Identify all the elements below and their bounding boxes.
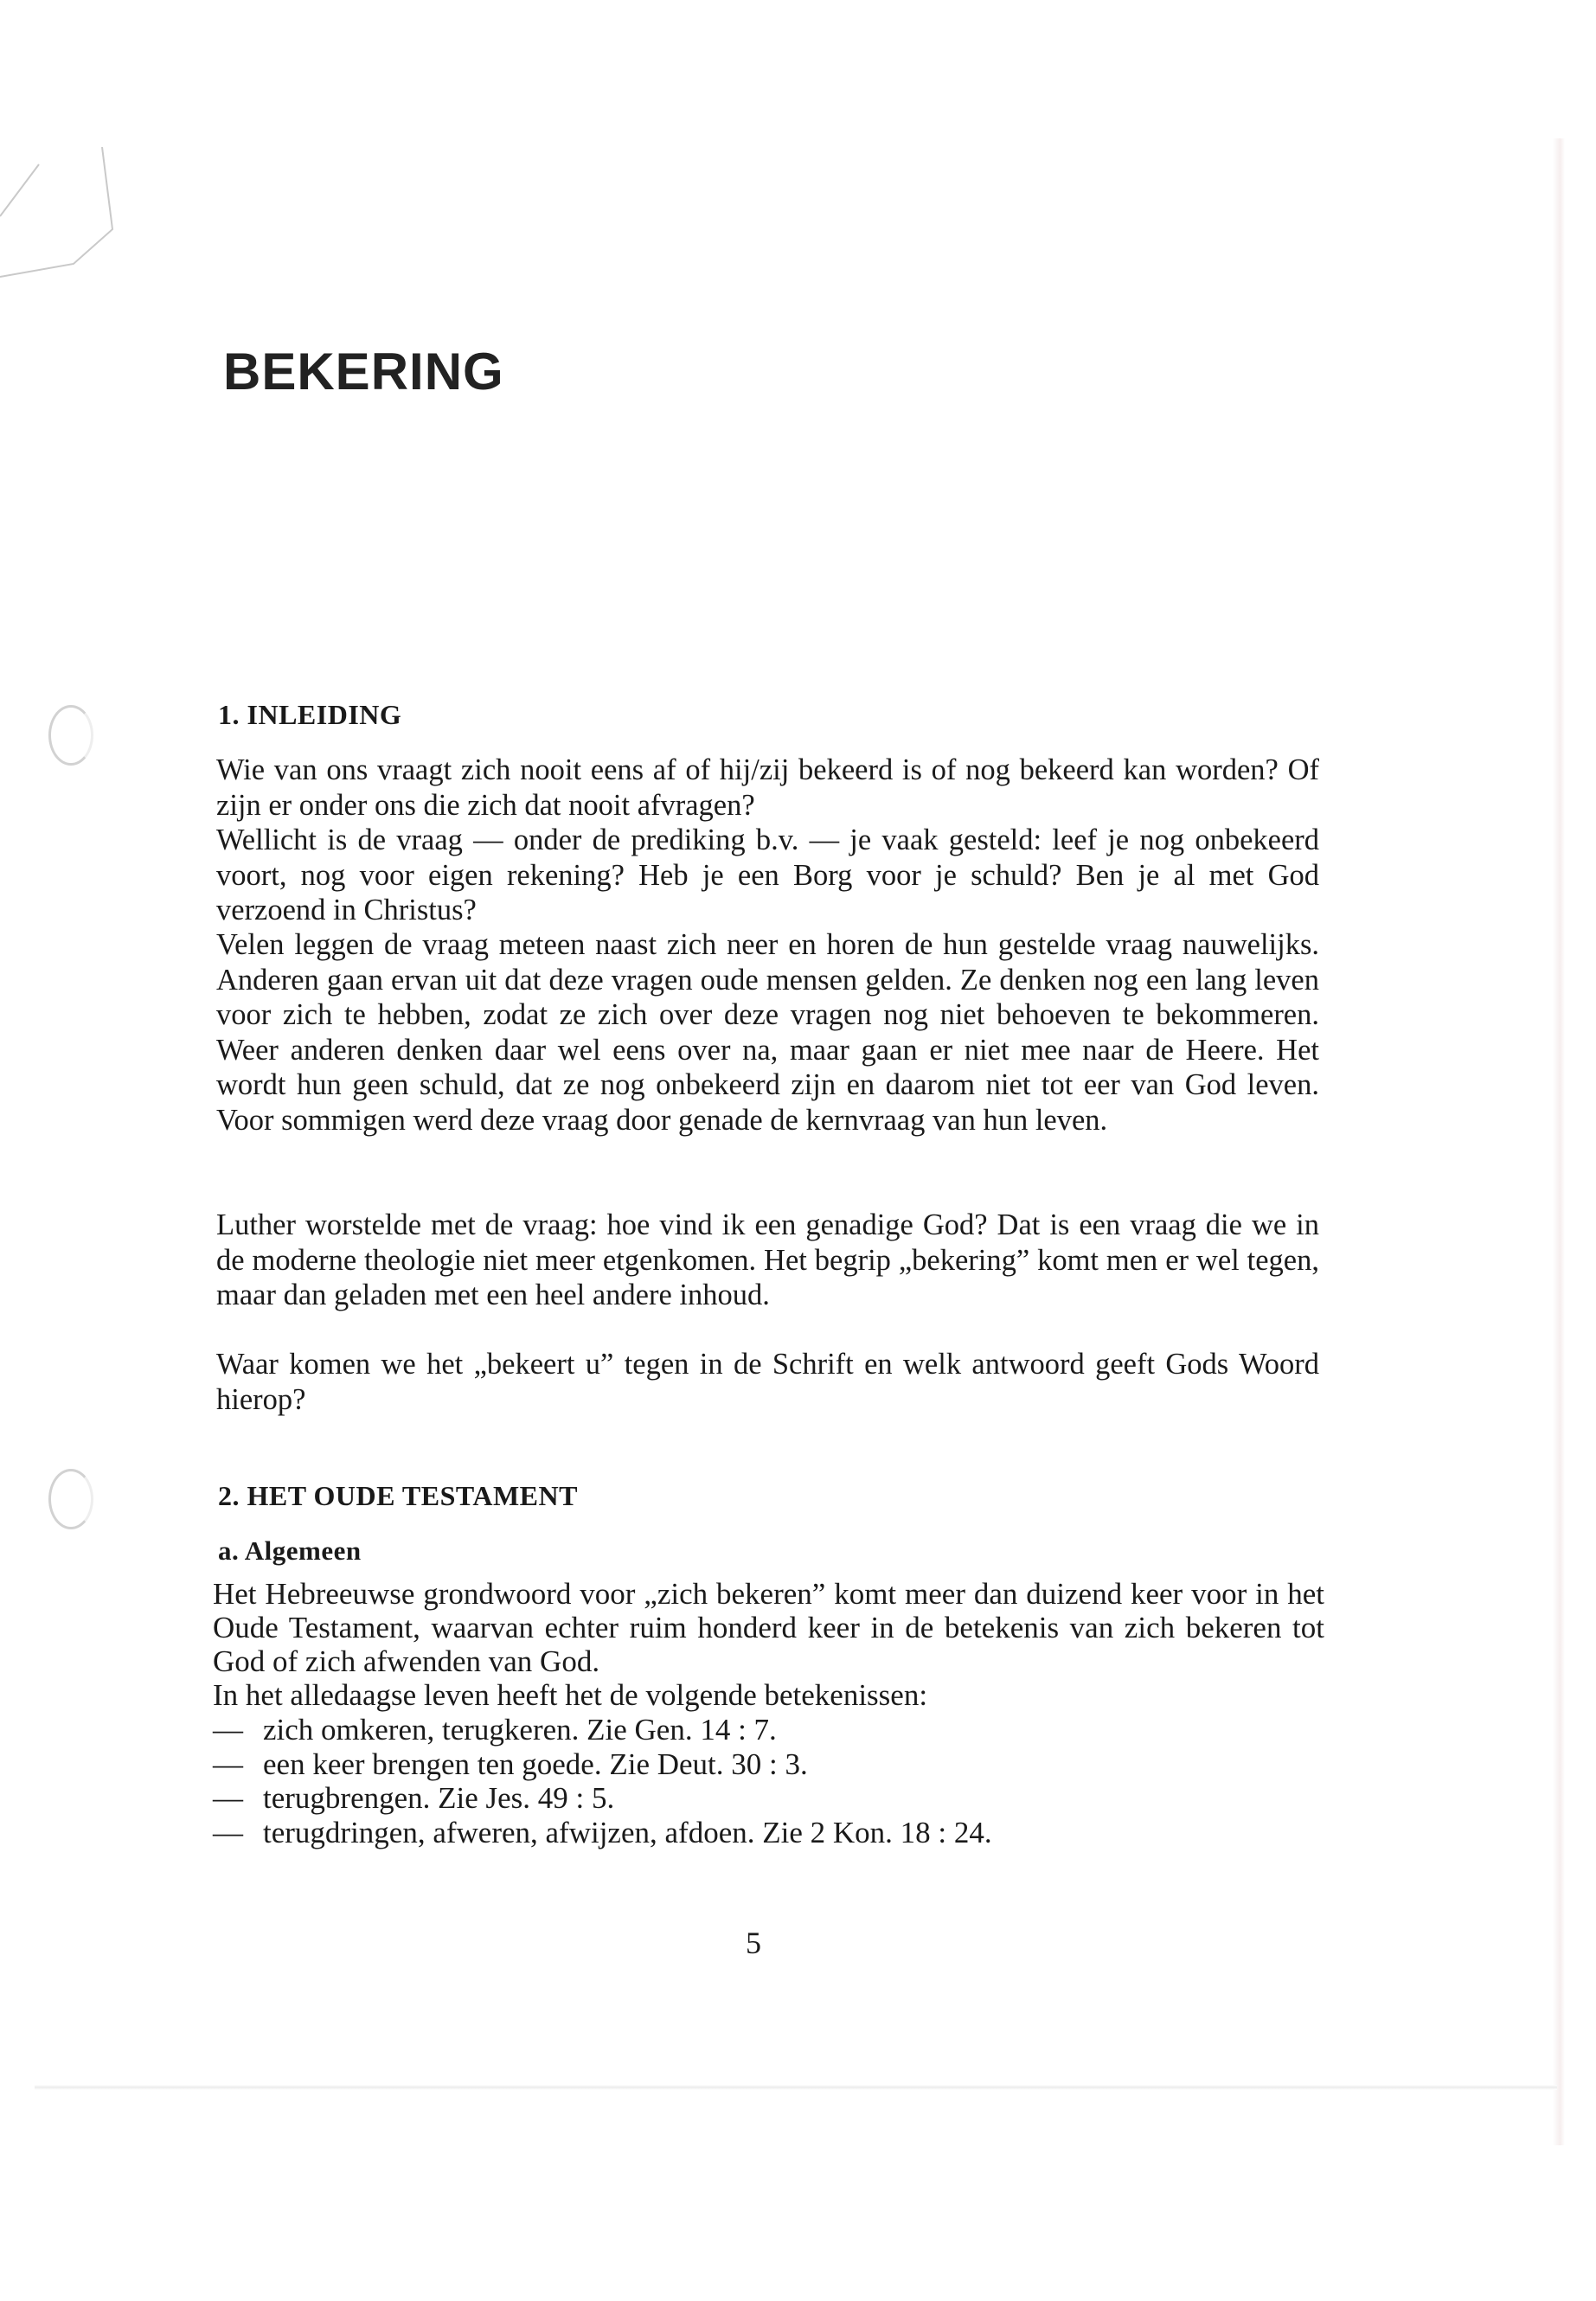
list-item: — terugdringen, afweren, afwijzen, afdoen. Zie 2 Kon. 18 : 24. xyxy=(213,1816,992,1849)
list-dash: — xyxy=(213,1713,243,1747)
paragraph: In het alledaagse leven heeft het de volgende betekenissen: xyxy=(213,1678,928,1712)
list-item: — een keer brengen ten goede. Zie Deut. 30 : 3. xyxy=(213,1747,808,1781)
list-dash: — xyxy=(213,1781,243,1815)
page-edge-shadow xyxy=(1553,138,1565,2145)
punch-hole xyxy=(48,705,93,766)
list-item: — zich omkeren, terugkeren. Zie Gen. 14 : 7. xyxy=(213,1713,777,1747)
paragraph: Waar komen we het „bekeert u” tegen in de Schrift en welk antwoord geeft Gods Woord hierop? xyxy=(216,1348,1319,1416)
paragraph: Luther worstelde met de vraag: hoe vind ik een genadige God? Dat is een vraag die we in de moderne theologie niet meer etgenkomen. Het begrip „bekering” komt men er wel tegen, maar dan geladen met een heel andere inhoud. xyxy=(216,1208,1319,1311)
paragraph: Velen leggen de vraag meteen naast zich neer en horen de hun gestelde vraag nauwelijks. Anderen gaan ervan uit dat deze vragen oude mensen gelden. Ze denken nog een lang leven voor zich te hebben, zodat ze zich over deze vragen nog niet behoeven te bekommeren. Weer anderen denken daar wel eens over na, maar gaan er niet mee naar de Heere. Het wordt hun geen schuld, dat ze nog onbekeerd zijn en daarom niet tot eer van God leven. Voor sommigen werd deze vraag door genade de kernvraag van hun leven. xyxy=(216,928,1319,1137)
paragraph: Wie van ons vraagt zich nooit eens af of hij/zij bekeerd is of nog bekeerd kan worden? Of zijn er onder ons die zich dat nooit afvragen? xyxy=(216,753,1319,822)
section-heading-oude-testament: 2. HET OUDE TESTAMENT xyxy=(218,1480,578,1511)
subheading-algemeen: a. Algemeen xyxy=(218,1535,362,1566)
list-dash: — xyxy=(213,1816,243,1849)
list-item: — terugbrengen. Zie Jes. 49 : 5. xyxy=(213,1781,615,1815)
section-heading-inleiding: 1. INLEIDING xyxy=(218,699,402,730)
punch-hole xyxy=(48,1469,93,1529)
corner-fold-mark xyxy=(0,147,138,285)
paragraph: Het Hebreeuwse grondwoord voor „zich bekeren” komt meer dan duizend keer voor in het Oude Testament, waarvan echter ruim honderd keer in de betekenis van zich bekeren tot God of zich afwenden van God. xyxy=(213,1577,1324,1678)
page-bottom-edge xyxy=(35,2085,1557,2090)
page-number: 5 xyxy=(746,1926,761,1960)
page-title: BEKERING xyxy=(223,343,504,401)
list-dash: — xyxy=(213,1747,243,1781)
paragraph: Wellicht is de vraag — onder de prediking b.v. — je vaak gesteld: leef je nog onbekeerd voort, nog voor eigen rekening? Heb je een Borg voor je schuld? Ben je al met God verzoend in Christus? xyxy=(216,824,1319,926)
